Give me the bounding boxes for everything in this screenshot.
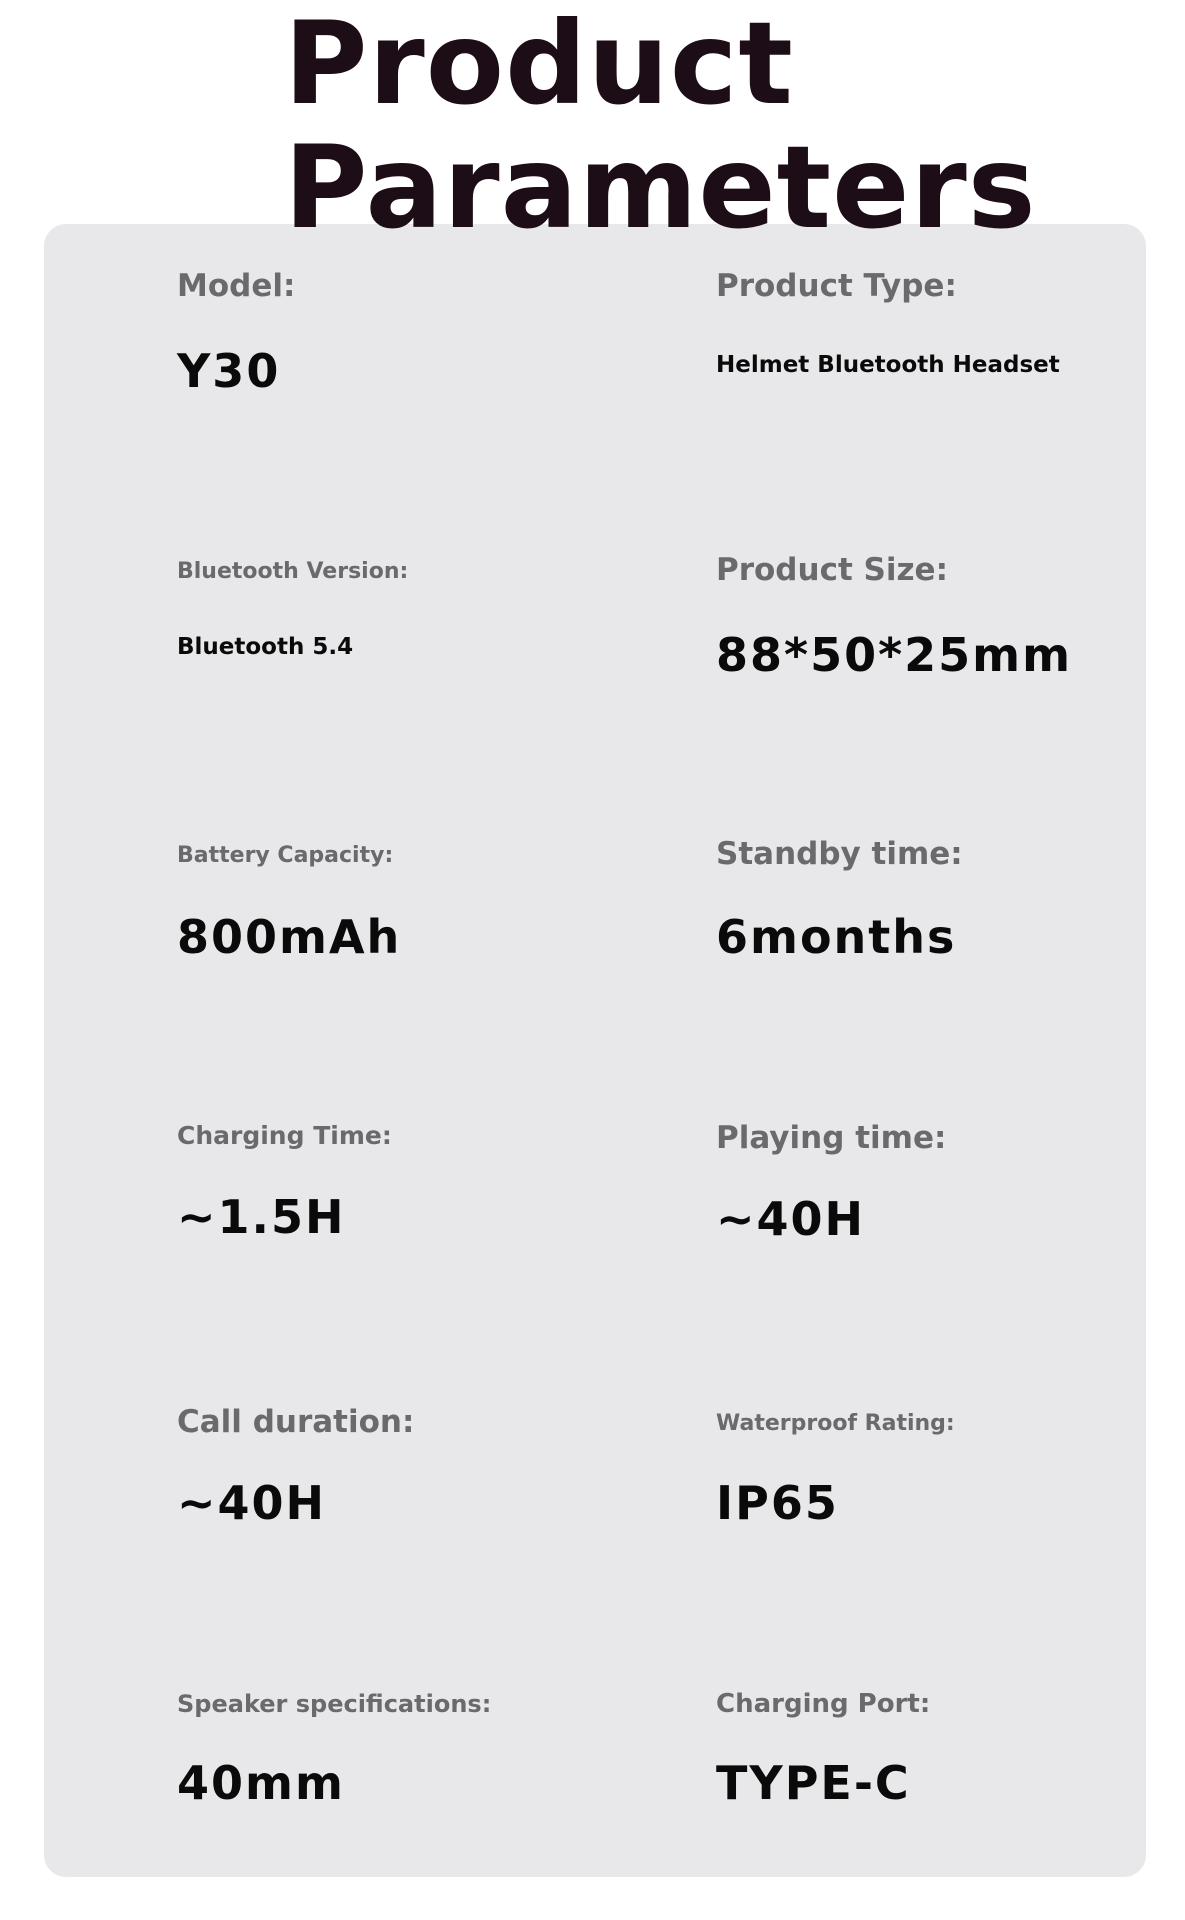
- param-value: ~40H: [716, 1192, 866, 1246]
- param-label: Standby time:: [716, 836, 963, 872]
- param-value: 800mAh: [177, 910, 402, 964]
- param-value: 6months: [716, 910, 957, 964]
- param-label: Charging Time:: [177, 1121, 392, 1150]
- parameters-panel: [44, 224, 1146, 1877]
- param-label: Waterproof Rating:: [716, 1411, 955, 1436]
- param-value: Helmet Bluetooth Headset: [716, 352, 1060, 378]
- param-label: Bluetooth Version:: [177, 559, 409, 584]
- param-label: Model:: [177, 268, 296, 304]
- param-value: IP65: [716, 1476, 839, 1530]
- param-value: 40mm: [177, 1756, 345, 1810]
- param-value: TYPE-C: [716, 1756, 911, 1810]
- param-label: Battery Capacity:: [177, 843, 394, 868]
- param-value: ~40H: [177, 1476, 327, 1530]
- param-label: Charging Port:: [716, 1689, 931, 1719]
- page-title: [284, 0, 1037, 254]
- param-value: ~1.5H: [177, 1190, 346, 1244]
- param-value: 88*50*25mm: [716, 628, 1073, 682]
- param-value: Y30: [177, 344, 281, 398]
- param-label: Call duration:: [177, 1404, 415, 1440]
- param-label: Playing time:: [716, 1120, 947, 1156]
- page-title-line-1: Product: [284, 0, 794, 130]
- param-value: Bluetooth 5.4: [177, 634, 354, 660]
- param-label: Product Type:: [716, 268, 957, 304]
- param-label: Speaker specifications:: [177, 1690, 492, 1718]
- page-title-line-2: Parameters: [284, 121, 1037, 254]
- param-label: Product Size:: [716, 552, 948, 588]
